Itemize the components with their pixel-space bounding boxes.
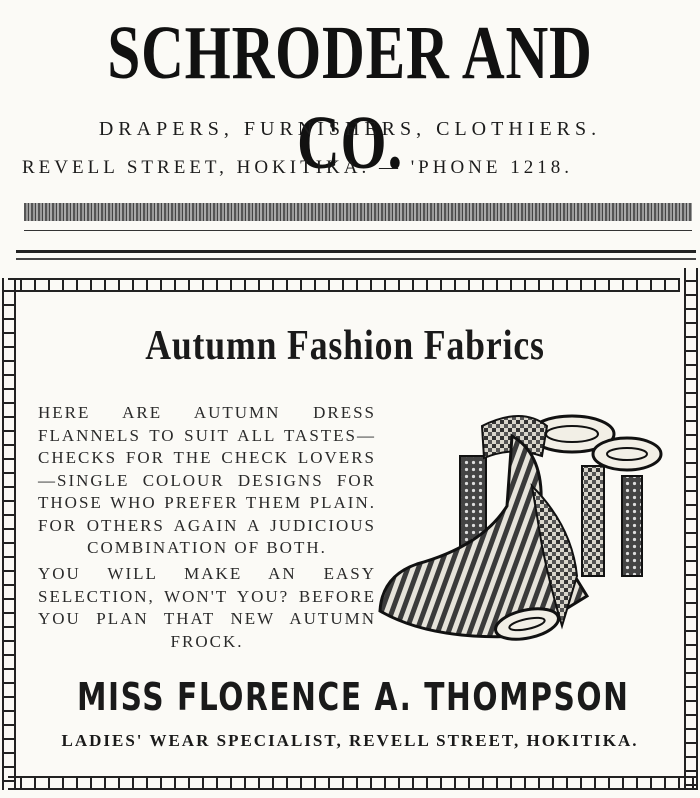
company-name: SCHRODER AND CO. [107,11,593,185]
advertiser-tagline: LADIES' WEAR SPECIALIST, REVELL STREET, HOKITIKA. [61,731,639,750]
ad-border-bottom [8,776,698,790]
ad-title: Autumn Fashion Fabrics [145,323,545,369]
advertiser-name: MISS FLORENCE A. THOMPSON [77,675,630,719]
divider-rule [24,230,692,231]
company-trades: DRAPERS, FURNISHERS, CLOTHIERS. [98,118,602,140]
ad-border-top [8,278,680,292]
draped-fabric-bolts-icon [372,396,672,652]
ad-paragraph-2: YOU WILL MAKE AN EASY SELECTION, WON'T YOU? BEFORE YOU PLAN THAT NEW AUTUMN FROCK. [38,564,376,651]
ad-border-left [2,278,16,790]
ad-paragraph-1: HERE ARE AUTUMN DRESS FLANNELS TO SUIT ALL TASTES—CHECKS FOR THE CHECK LOVERS—SINGLE COLOUR DESIGNS FOR THOSE WHO PREFER THEM PLAIN. FOR OTHERS AGAIN A JUDICIOUS COMBINATION OF BOTH. [38,403,376,557]
divider-rule-thick [16,250,696,253]
divider-rule-thin [16,258,696,260]
decorative-band [24,203,692,221]
ad-border-right [684,268,698,790]
company-address: REVELL STREET, HOKITIKA. — 'PHONE 1218. [22,157,573,178]
